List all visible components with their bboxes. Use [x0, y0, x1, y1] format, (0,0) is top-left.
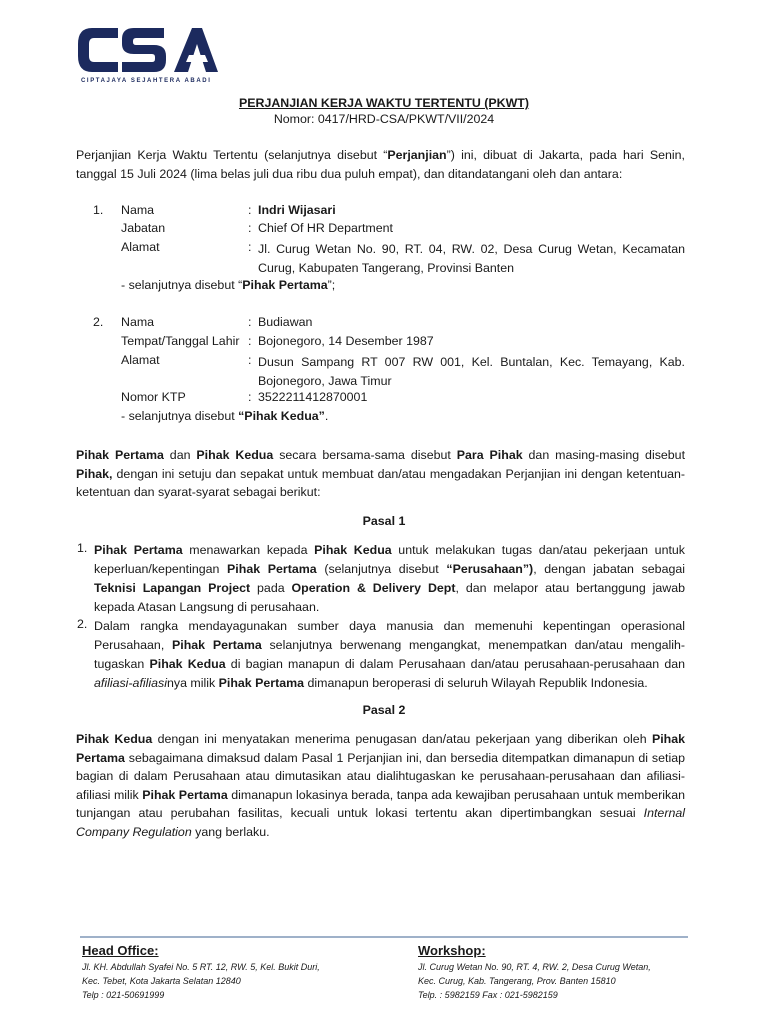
pasal-1-item-2-number: 2. — [77, 617, 88, 631]
party1-address: Jl. Curug Wetan No. 90, RT. 04, RW. 02, Desa Curug Wetan, Kecamatan Curug, Kabupaten Tangerang, Provinsi Banten — [258, 242, 685, 275]
footer-workshop — [418, 944, 651, 1002]
party2-address-row: Alamat : — [121, 353, 252, 367]
pasal-1-item-1-number: 1. — [77, 541, 88, 555]
party2-birth-row: Tempat/Tanggal Lahir : Bojonegoro, 14 Desember 1987 — [121, 334, 434, 348]
document-title: PERJANJIAN KERJA WAKTU TERTENTU (PKWT) — [238, 96, 530, 110]
company-tagline: CIPTAJAYA SEJAHTERA ABADI — [81, 78, 212, 84]
workshop-phone: Telp. : 5982159 Fax : 021-5982159 — [418, 990, 558, 1000]
head-office-phone: Telp : 021-50691999 — [82, 990, 165, 1000]
party1-address-row: Alamat : — [121, 240, 252, 254]
party1-position-row: Jabatan : Chief Of HR Department — [121, 221, 393, 235]
head-office-address-line1: Jl. KH. Abdullah Syafei No. 5 RT. 12, RW. 5, Kel. Bukit Duri, — [82, 962, 320, 972]
party2-ktp-row: Nomor KTP : 3522211412870001 — [121, 390, 368, 404]
intro-paragraph: Perjanjian Kerja Waktu Tertentu (selanjutnya disebut “Perjanjian”) ini, dibuat di Jakarta, pada hari Senin, tanggal 15 Juli 2024 (lima belas juli dua ribu dua puluh empat), dan ditandatangani oleh dan antara: — [76, 148, 685, 181]
document-number: Nomor: 0417/HRD-CSA/PKWT/VII/2024 — [273, 112, 495, 126]
workshop-address-line1: Jl. Curug Wetan No. 90, RT. 4, RW. 2, Desa Curug Wetan, — [418, 962, 651, 972]
parties-paragraph: Pihak Pertama dan Pihak Kedua secara bersama-sama disebut Para Pihak dan masing-masing disebut Pihak, dengan ini setuju dan sepakat untuk membuat dan/atau mengadakan Perjanjian ini dengan ketentuan-ketentuan dan syarat-syarat sebagai berikut: — [76, 448, 686, 499]
footer-divider — [80, 936, 688, 938]
workshop-address-line2: Kec. Curug, Kab. Tangerang, Prov. Banten 15810 — [418, 976, 616, 986]
party2-address: Dusun Sampang RT 007 RW 001, Kel. Buntalan, Kec. Temayang, Kab. Bojonegoro, Jawa Timur — [258, 355, 685, 388]
party1-note: - selanjutnya disebut “Pihak Pertama”; — [121, 278, 336, 292]
head-office-title: Head Office: — [82, 943, 159, 958]
footer-head-office — [82, 944, 320, 1002]
pasal-1-item-2: Dalam rangka mendayagunakan sumber daya manusia dan memenuhi kepentingan operasional Perusahaan, Pihak Pertama selanjutnya berwenang mengangkat, menempatkan dan/atau mengalih-tugaskan Pihak Kedua di bagian manapun di dalam Perusahaan dan/atau perusahaan-perusahaan dan afiliasi-afiliasinya milik Pihak Pertama dimanapun beroperasi di seluruh Wilayah Republik Indonesia. — [94, 619, 686, 690]
party2-name: Budiawan — [258, 315, 313, 329]
head-office-address-line2: Kec. Tebet, Kota Jakarta Selatan 12840 — [82, 976, 241, 986]
pasal-1-heading: Pasal 1 — [362, 514, 406, 528]
party2-name-row: 2. Nama : Budiawan — [93, 315, 313, 329]
workshop-title: Workshop: — [418, 943, 486, 958]
party1-name: Indri Wijasari — [258, 203, 336, 217]
pasal-2-heading: Pasal 2 — [362, 703, 406, 717]
pasal-2-paragraph: Pihak Kedua dengan ini menyatakan menerima penugasan dan/atau pekerjaan yang diberikan oleh Pihak Pertama sebagaimana dimaksud dalam Pasal 1 Perjanjian ini, dan bersedia ditempatkan dimanapun di setiap bagian di dalam Perusahaan atau dimutasikan atau dialihtugaskan ke perusahaan-perusahaan dan afiliasi-afiliasi milik Pihak Pertama dimanapun lokasinya berada, tanpa ada kewajiban perusahaan untuk memberikan tunjangan atau perubahan fasilitas, kecuali untuk lokasi tertentu akan dipertimbangkan sesuai Internal Company Regulation yang berlaku. — [76, 732, 686, 839]
pasal-1-item-1: Pihak Pertama menawarkan kepada Pihak Kedua untuk melakukan tugas dan/atau pekerjaan untuk keperluan/kepentingan Pihak Pertama (selanjutnya disebut “Perusahaan”), dengan jabatan sebagai Teknisi Lapangan Project pada Operation & Delivery Dept, dan melapor atau bertanggung jawab kepada Atasan Langsung di perusahaan. — [94, 543, 686, 614]
party1-name-row: 1. Nama : Indri Wijasari — [93, 203, 336, 217]
party2-note: - selanjutnya disebut “Pihak Kedua”. — [121, 409, 329, 423]
